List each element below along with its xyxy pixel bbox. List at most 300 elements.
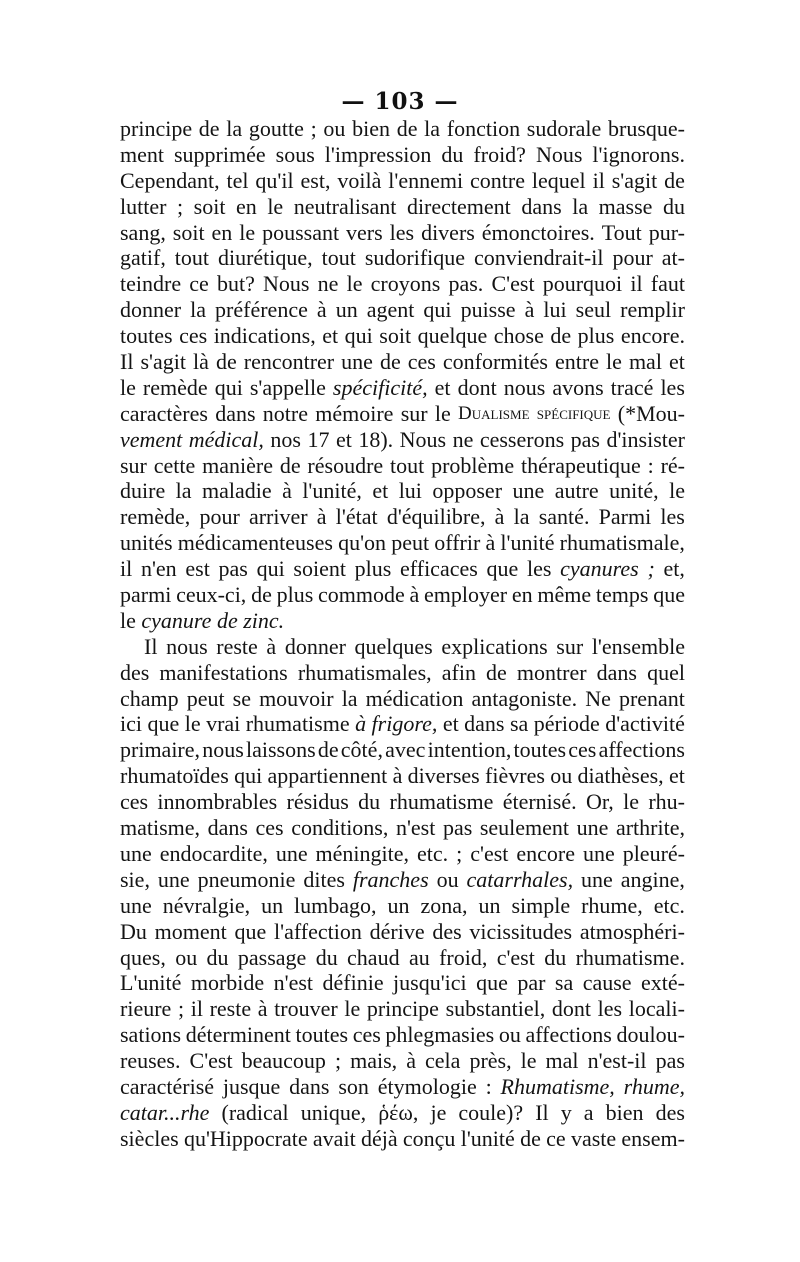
- word: le: [520, 1048, 537, 1074]
- word: la: [424, 116, 441, 141]
- text-line: [120, 401, 685, 427]
- word: et: [442, 711, 459, 737]
- word: un: [387, 892, 410, 918]
- word: à: [257, 996, 268, 1022]
- word: névralgie,: [162, 892, 251, 918]
- word: supprimée: [174, 141, 266, 167]
- word: sa: [554, 970, 574, 996]
- text-line: [120, 660, 685, 686]
- word: dans: [215, 400, 256, 426]
- word: sa: [509, 711, 529, 737]
- word: contre: [470, 167, 525, 193]
- word: catar...rhe: [120, 1099, 210, 1125]
- word: Ne: [585, 685, 611, 711]
- word: directement: [406, 193, 511, 219]
- text-line: [120, 116, 685, 142]
- text-line: [120, 970, 685, 996]
- word: le: [346, 271, 363, 297]
- word: tel: [226, 167, 249, 193]
- word: quel: [647, 659, 685, 685]
- word: du: [358, 789, 381, 815]
- word: intention,: [427, 737, 512, 763]
- word: opposer: [432, 478, 503, 504]
- word: avec: [385, 737, 426, 763]
- word: indications,: [213, 323, 316, 349]
- word: Parmi: [598, 504, 652, 530]
- word: des: [120, 659, 150, 685]
- word: Nous: [535, 141, 583, 167]
- word: morbide: [190, 970, 265, 996]
- text-line: [120, 789, 685, 815]
- word: et,: [663, 556, 685, 582]
- word: à: [355, 711, 367, 737]
- word: ces: [568, 737, 597, 763]
- word: sie,: [120, 866, 150, 892]
- word: duire: [120, 478, 166, 504]
- word: endocardite,: [159, 840, 268, 866]
- word: soit: [193, 193, 226, 219]
- word: vaste: [570, 1125, 617, 1151]
- word: catarrhales,: [466, 866, 574, 892]
- word: que: [476, 970, 508, 996]
- word: l'ensemble: [591, 633, 685, 659]
- word: le: [120, 374, 136, 400]
- word: rhumatisme: [245, 711, 350, 737]
- word: avait: [312, 1125, 356, 1151]
- word: tracé: [610, 374, 654, 400]
- word: nous: [503, 374, 546, 400]
- word: pour: [612, 245, 653, 271]
- word: commode: [318, 582, 405, 608]
- word: zinc.: [243, 607, 285, 633]
- word: :: [647, 452, 654, 478]
- word: les: [660, 504, 685, 530]
- word: est,: [300, 167, 331, 193]
- word: mouvoir: [259, 685, 334, 711]
- word: de: [664, 167, 685, 193]
- word: à: [316, 297, 327, 323]
- word: ces: [179, 323, 208, 349]
- word: de: [396, 116, 418, 141]
- word: reste: [209, 996, 252, 1022]
- word: qui: [344, 323, 373, 349]
- word: sur: [556, 633, 584, 659]
- word: jusqu'ici: [393, 970, 467, 996]
- word: manifestations: [159, 659, 288, 685]
- word: siècles: [120, 1125, 179, 1151]
- word: lui: [398, 478, 422, 504]
- word: unités: [120, 530, 173, 556]
- word: bien: [352, 116, 390, 141]
- word: sur: [400, 400, 428, 426]
- word: entre: [555, 349, 599, 375]
- word: ne: [317, 271, 339, 297]
- word: de: [215, 349, 237, 375]
- word: seulement: [479, 815, 570, 841]
- word: pur-: [648, 219, 685, 245]
- word: innombrables: [157, 789, 278, 815]
- word: rhumatismales,: [297, 659, 432, 685]
- word: cyanures: [560, 556, 639, 582]
- word: mal: [545, 1048, 579, 1074]
- word: teindre: [120, 271, 182, 297]
- word: reuses.: [120, 1048, 181, 1074]
- word: (*Mou-: [617, 400, 685, 426]
- text-line: [120, 763, 685, 789]
- word: froid,: [439, 944, 488, 970]
- word: lui: [543, 297, 567, 323]
- word: dites: [303, 866, 345, 892]
- word: brusque-: [608, 116, 685, 141]
- word: de: [486, 659, 507, 685]
- word: côté,: [340, 737, 383, 763]
- text-line: [120, 608, 685, 634]
- word: que: [234, 918, 267, 944]
- word: dont: [457, 374, 497, 400]
- word: champ: [120, 685, 179, 711]
- word: méningite,: [315, 840, 410, 866]
- word: Du: [120, 918, 147, 944]
- word: masse: [598, 193, 653, 219]
- word: puisse: [460, 297, 516, 323]
- word: à: [392, 763, 403, 789]
- word: simple: [511, 892, 571, 918]
- word: chose: [493, 323, 544, 349]
- word: toutes: [513, 737, 567, 763]
- word: l'ennemi: [388, 167, 464, 193]
- word: remède: [142, 374, 208, 400]
- word: Il: [144, 633, 158, 659]
- word: peut: [391, 530, 430, 556]
- word: la: [226, 116, 243, 141]
- word: antagoniste.: [471, 685, 578, 711]
- word: qui: [423, 297, 452, 323]
- text-line: [120, 375, 685, 401]
- word: dérive: [369, 918, 425, 944]
- word: du: [315, 944, 338, 970]
- word: ;: [310, 116, 317, 141]
- word: des: [655, 1099, 685, 1125]
- text-line: [120, 323, 685, 349]
- word: une: [582, 840, 615, 866]
- word: cause: [582, 970, 632, 996]
- word: sur: [120, 452, 147, 478]
- word: un: [261, 892, 284, 918]
- word: lutter: [120, 193, 167, 219]
- word: soit: [379, 323, 412, 349]
- word: le: [184, 711, 201, 737]
- word: neutralisant: [293, 193, 397, 219]
- word: ces: [255, 815, 284, 841]
- word: qu'il: [255, 167, 294, 193]
- word: L'unité: [120, 970, 182, 996]
- word: médicamenteuses: [177, 530, 333, 556]
- text-line: [120, 530, 685, 556]
- word: une: [120, 892, 152, 918]
- word: ces: [407, 349, 436, 375]
- word: déterminent: [185, 1022, 291, 1048]
- word: franches: [352, 866, 429, 892]
- word: en: [236, 193, 257, 219]
- word: fonction: [446, 116, 521, 141]
- text-line: [120, 349, 685, 375]
- word: jusque: [222, 1073, 281, 1099]
- word: s'appelle: [249, 374, 326, 400]
- text-line: [120, 220, 685, 246]
- word: efficaces: [400, 556, 478, 582]
- word: remède,: [120, 504, 191, 530]
- word: qui: [256, 556, 285, 582]
- word: agent: [366, 297, 415, 323]
- word: à: [524, 297, 535, 323]
- word: son: [338, 1073, 369, 1099]
- word: définie: [322, 970, 384, 996]
- word: l'état: [335, 504, 378, 530]
- word: ces: [120, 789, 149, 815]
- word: sous: [275, 141, 315, 167]
- word: il: [190, 996, 203, 1022]
- text-line: [120, 737, 685, 763]
- word: période: [533, 711, 600, 737]
- word: un: [335, 297, 358, 323]
- word: vement: [120, 426, 183, 452]
- word: ceux-ci,: [176, 582, 247, 608]
- word: dans: [289, 1073, 330, 1099]
- word: se: [232, 685, 251, 711]
- word: ces: [352, 1022, 381, 1048]
- word: affections: [598, 737, 685, 763]
- word: :: [485, 1073, 492, 1099]
- word: affections: [525, 1022, 612, 1048]
- word: ques,: [120, 944, 166, 970]
- word: de: [216, 607, 238, 633]
- word: qui: [234, 763, 263, 789]
- word: l'affection: [274, 918, 362, 944]
- word: locali-: [628, 996, 685, 1022]
- word: autre: [554, 478, 599, 504]
- word: qu'on: [338, 530, 387, 556]
- word: la: [572, 193, 589, 219]
- word: laissons: [245, 737, 316, 763]
- word: arriver: [248, 504, 308, 530]
- word: de: [520, 1125, 541, 1151]
- text-line: [120, 245, 685, 271]
- word: rhu-: [648, 789, 685, 815]
- word: maladie: [202, 478, 272, 504]
- word: Nous: [399, 426, 447, 452]
- word: but?: [216, 271, 255, 297]
- word: une: [120, 840, 152, 866]
- word: dans: [521, 193, 562, 219]
- word: en: [511, 582, 533, 608]
- text-line: [120, 815, 685, 841]
- word: nous: [166, 633, 208, 659]
- word: plus: [354, 556, 392, 582]
- word: conviendrait-il: [473, 245, 604, 271]
- word: trouver: [274, 996, 338, 1022]
- word: ῥέω,: [378, 1099, 419, 1125]
- word: rhumatismale,: [559, 530, 685, 556]
- word: C'est: [189, 1048, 233, 1074]
- word: pneumonie: [197, 866, 296, 892]
- word: rieure: [120, 996, 172, 1022]
- word: à: [409, 582, 420, 608]
- text-line: [120, 142, 685, 168]
- word: ou: [550, 763, 573, 789]
- word: il: [592, 167, 605, 193]
- word: préférence: [215, 297, 308, 323]
- word: toutes: [295, 1022, 349, 1048]
- word: près,: [469, 1048, 512, 1074]
- word: l'impression: [324, 141, 432, 167]
- word: nous: [202, 737, 244, 763]
- word: une: [576, 815, 609, 841]
- word: ;: [177, 996, 185, 1022]
- word: santé.: [538, 504, 590, 530]
- text-line: [120, 867, 685, 893]
- word: d'équilibre,: [386, 504, 486, 530]
- text-line: [120, 945, 685, 971]
- word: au: [408, 944, 430, 970]
- word: etc.: [417, 840, 449, 866]
- word: reste: [216, 633, 258, 659]
- word: le: [344, 996, 361, 1022]
- word: diurétique,: [217, 245, 313, 271]
- word: ici: [120, 711, 142, 737]
- word: s'agit: [611, 167, 658, 193]
- word: cyanure: [141, 607, 212, 633]
- word: rhume,: [581, 892, 643, 918]
- word: n'est: [273, 970, 314, 996]
- word: quelque: [417, 323, 488, 349]
- word: et: [335, 426, 352, 452]
- word: explications: [441, 633, 548, 659]
- word: du: [544, 944, 567, 970]
- word: pas: [570, 426, 600, 452]
- word: le: [606, 349, 622, 375]
- word: montrer: [516, 659, 587, 685]
- word: arthrite,: [615, 815, 685, 841]
- word: nos: [270, 426, 301, 452]
- word: problème: [431, 452, 515, 478]
- word: ré-: [660, 452, 685, 478]
- word: la: [513, 504, 530, 530]
- word: mais,: [350, 1048, 398, 1074]
- word: ment: [120, 141, 164, 167]
- word: ;: [456, 840, 463, 866]
- word: y: [560, 1099, 572, 1125]
- word: Dualisme: [458, 402, 530, 424]
- word: moment: [154, 918, 227, 944]
- word: d'insister: [606, 426, 685, 452]
- word: principe: [366, 996, 439, 1022]
- word: à: [282, 478, 292, 504]
- word: rhumatoïdes: [120, 763, 229, 789]
- text-line: [120, 1126, 685, 1152]
- word: pour: [199, 504, 240, 530]
- word: médical,: [188, 426, 264, 452]
- word: encore: [516, 840, 575, 866]
- word: résoudre: [307, 452, 384, 478]
- word: le: [434, 400, 451, 426]
- word: vrai: [206, 711, 241, 737]
- word: une: [157, 866, 190, 892]
- word: rhumatisme: [389, 789, 494, 815]
- word: conditions,: [291, 815, 389, 841]
- word: conçu: [402, 1125, 456, 1151]
- word: médication: [365, 685, 464, 711]
- word: froid?: [473, 141, 526, 167]
- word: substantiel,: [445, 996, 546, 1022]
- word: frigore,: [371, 711, 438, 737]
- word: ;: [334, 1048, 342, 1074]
- text-line: [120, 297, 685, 323]
- word: ;: [176, 193, 184, 219]
- word: Il: [535, 1099, 549, 1125]
- word: encore.: [620, 323, 685, 349]
- text-line: [120, 1022, 685, 1048]
- word: ou: [498, 1022, 521, 1048]
- word: pourquoi: [542, 271, 623, 297]
- word: gatif,: [120, 245, 166, 271]
- word: spécificité,: [332, 374, 428, 400]
- word: n'est: [395, 815, 436, 841]
- text-line: [120, 893, 685, 919]
- word: ce: [546, 1125, 566, 1151]
- word: donner: [120, 297, 182, 323]
- word: ou: [436, 866, 459, 892]
- word: tout: [321, 245, 356, 271]
- word: en: [211, 219, 233, 245]
- word: mal: [628, 349, 662, 375]
- word: sudorifique: [364, 245, 466, 271]
- text-line: [120, 1048, 685, 1074]
- word: l'unité,: [302, 478, 362, 504]
- text-line: [120, 919, 685, 945]
- word: c'est: [470, 840, 509, 866]
- word: toutes: [120, 323, 173, 349]
- word: du: [441, 141, 464, 167]
- word: il: [120, 556, 133, 582]
- word: C'est: [491, 271, 535, 297]
- word: passage: [237, 944, 307, 970]
- word: pleuré-: [622, 840, 685, 866]
- word: voilà: [337, 167, 382, 193]
- word: appartiennent: [267, 763, 388, 789]
- word: là: [193, 349, 209, 375]
- text-line: [120, 686, 685, 712]
- text-line: [120, 271, 685, 297]
- word: les: [660, 374, 685, 400]
- word: beaucoup: [241, 1048, 326, 1074]
- word: exté-: [641, 970, 685, 996]
- word: diathèses,: [577, 763, 664, 789]
- word: ce: [189, 271, 209, 297]
- word: quelques: [354, 633, 433, 659]
- text-line: [120, 711, 685, 737]
- word: résidus: [286, 789, 349, 815]
- word: cesserons: [479, 426, 565, 452]
- word: c'est: [496, 944, 535, 970]
- word: cette: [153, 452, 196, 478]
- word: la: [175, 478, 192, 504]
- word: l'unité: [500, 530, 555, 556]
- word: par: [517, 970, 546, 996]
- word: de: [317, 737, 339, 763]
- word: manière: [202, 452, 273, 478]
- word: a: [583, 1099, 594, 1125]
- word: la: [190, 297, 207, 323]
